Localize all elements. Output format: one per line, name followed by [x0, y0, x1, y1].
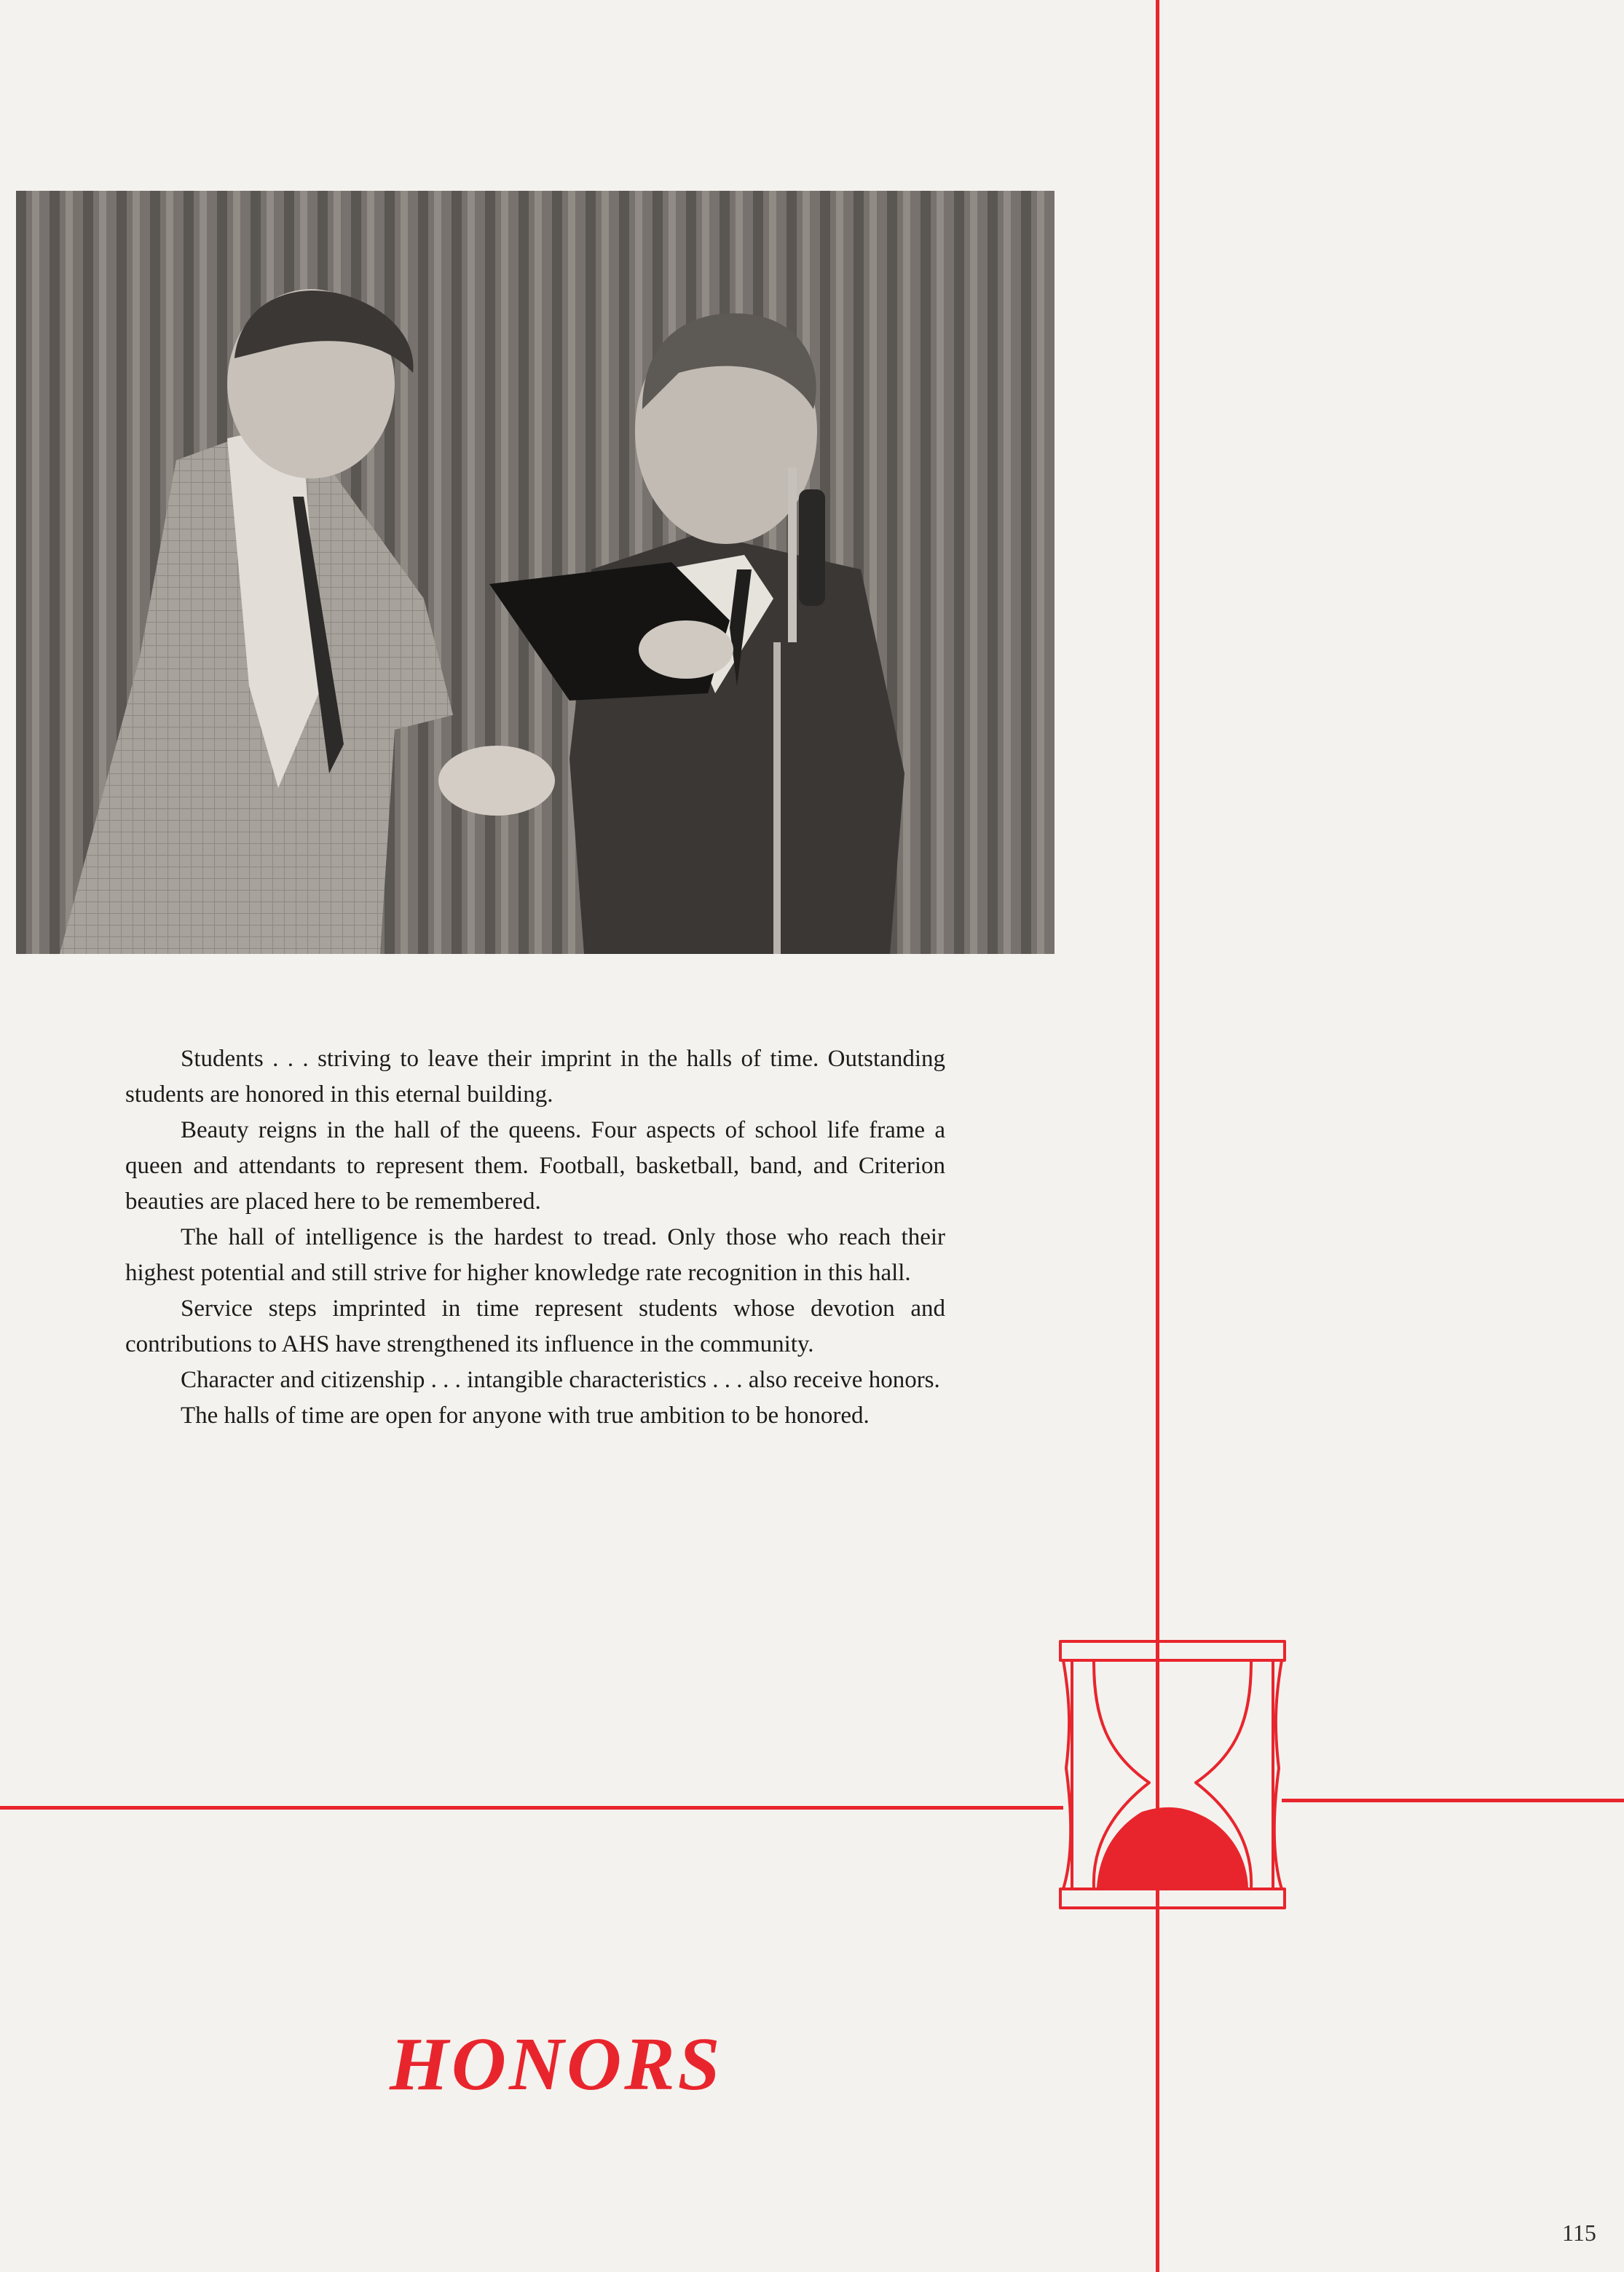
horizontal-divider-line-right	[1282, 1799, 1624, 1802]
article-paragraph: Service steps imprinted in time represent students whose devotion and contributions to AHS have strengthened its influence in the community.	[125, 1295, 945, 1357]
article-paragraph: Character and citizenship . . . intangible characteristics . . . also receive honors.	[181, 1367, 940, 1393]
horizontal-divider-line-left	[0, 1806, 1063, 1810]
award-presentation-photo	[16, 191, 1055, 954]
article-paragraph: Students . . . striving to leave their imprint in the halls of time. Outstanding students are honored in this eternal building.	[125, 1046, 945, 1108]
hourglass-icon	[1056, 1637, 1289, 1921]
page-number: 115	[1562, 2220, 1596, 2246]
article-paragraph: Beauty reigns in the hall of the queens. Four aspects of school life frame a queen and attendants to represent them. Football, basketball, band, and Criterion beauties are placed here to be remembered.	[125, 1117, 945, 1215]
section-title: HONORS	[390, 2022, 723, 2106]
vertical-divider-line	[1156, 0, 1159, 2272]
article-body	[125, 1041, 945, 1434]
article-paragraph: The hall of intelligence is the hardest to tread. Only those who reach their highest potential and still strive for higher knowledge rate recognition in this hall.	[125, 1224, 945, 1286]
article-paragraph: The halls of time are open for anyone with true ambition to be honored.	[181, 1403, 870, 1429]
